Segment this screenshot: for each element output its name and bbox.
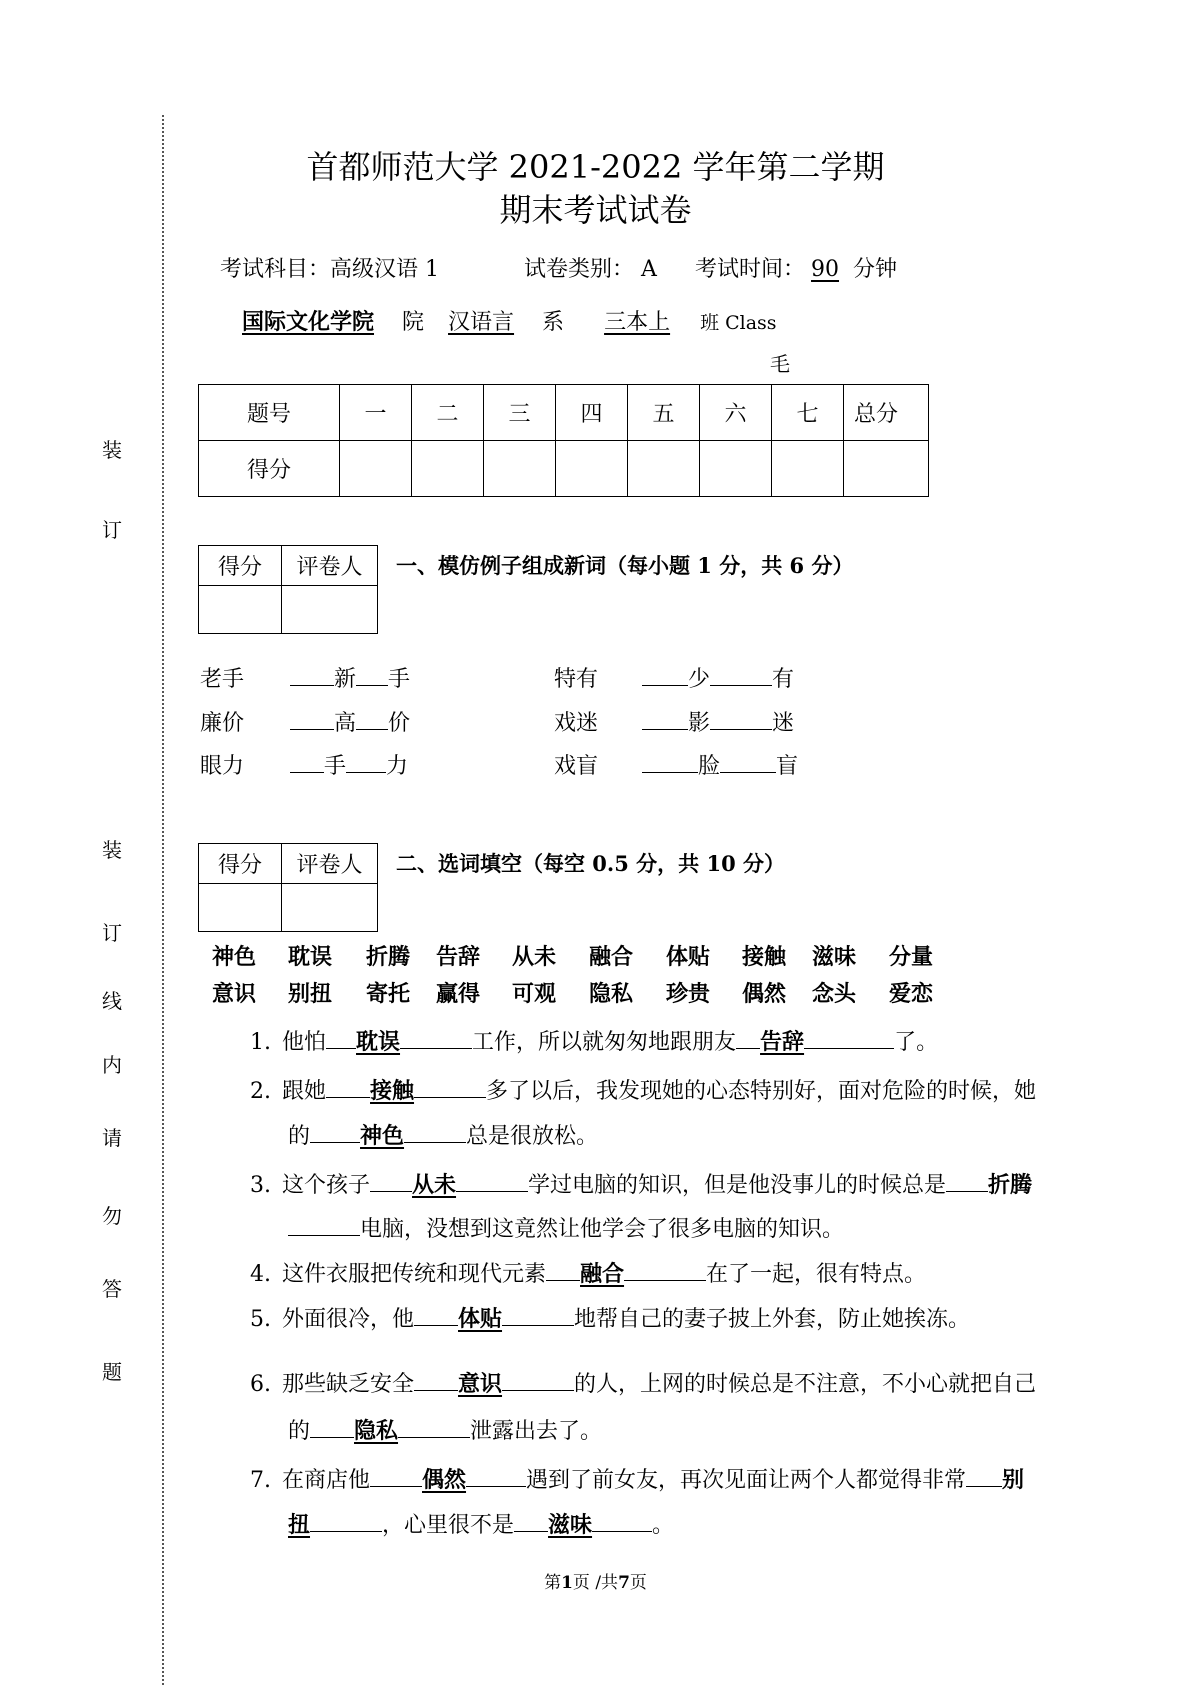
blank[interactable] [710, 663, 772, 686]
score-header-cell: 题号 [199, 385, 340, 441]
binding-char: 题 [102, 1360, 122, 1384]
exam-time-value: 90 [811, 257, 840, 282]
score-row-label: 得分 [199, 441, 340, 497]
paper-type: 试卷类别： A [524, 257, 657, 282]
word-bank-row [0, 977, 1191, 1007]
word-bank-item: 体贴 [666, 945, 711, 970]
given-char: 新 [334, 667, 357, 692]
filled-answer[interactable]: 告辞 [760, 1030, 805, 1055]
question-text: 的人，上网的时候总是不注意，不小心就把自己 [574, 1372, 1037, 1397]
question-text: 电脑，没想到这竟然让他学会了很多电脑的知识。 [360, 1217, 845, 1242]
score-cell[interactable] [844, 441, 929, 497]
question-7 [250, 1463, 1024, 1494]
question-5 [250, 1302, 970, 1333]
exam-subject: 考试科目：高级汉语 1 [220, 257, 439, 282]
word-bank-item: 从未 [512, 945, 557, 970]
word-bank-item: 隐私 [589, 982, 634, 1007]
binding-line [162, 115, 164, 1685]
question-text: 的 [288, 1124, 311, 1149]
question-text: 那些缺乏安全 [282, 1372, 415, 1397]
binding-char: 订 [102, 518, 122, 542]
filled-answer[interactable]: 意识 [458, 1372, 503, 1397]
exam-time [695, 252, 897, 283]
question-text: 在了一起，很有特点。 [706, 1262, 927, 1287]
blank[interactable] [370, 1169, 412, 1192]
word-bank-item: 偶然 [742, 982, 787, 1007]
filled-answer[interactable]: 别 [1002, 1468, 1025, 1493]
blank[interactable] [642, 707, 688, 730]
score-cell[interactable] [412, 441, 484, 497]
filled-answer[interactable]: 偶然 [422, 1468, 467, 1493]
blank[interactable] [710, 707, 772, 730]
example-word: 戏盲 [554, 754, 599, 779]
binding-char: 内 [102, 1053, 122, 1077]
college-suffix: 院 [402, 310, 425, 335]
blank[interactable] [414, 1368, 458, 1391]
blank[interactable] [414, 1303, 458, 1326]
blank[interactable] [414, 1075, 486, 1098]
blank[interactable] [946, 1169, 988, 1192]
grader-score-label: 得分 [199, 844, 282, 884]
question-text: 的 [288, 1419, 311, 1444]
word-bank-item: 告辞 [436, 945, 481, 970]
score-header-cell: 一 [340, 385, 412, 441]
word-pair [554, 662, 794, 693]
blank[interactable] [346, 750, 386, 773]
blank[interactable] [310, 1509, 382, 1532]
word-bank-item: 可观 [512, 982, 557, 1007]
score-header-cell: 七 [772, 385, 844, 441]
word-bank-row [0, 940, 1191, 970]
department-name: 汉语言 [448, 310, 515, 335]
score-cell[interactable] [340, 441, 412, 497]
word-bank-item: 滋味 [812, 945, 857, 970]
blank[interactable] [290, 750, 324, 773]
blank[interactable] [502, 1368, 574, 1391]
question-number: 7. [250, 1468, 271, 1493]
binding-char: 装 [102, 438, 122, 462]
blank[interactable] [736, 1026, 760, 1049]
question-text: 学过电脑的知识，但是他没事儿的时候总是 [528, 1173, 947, 1198]
blank[interactable] [642, 663, 688, 686]
grader-score-cell[interactable] [199, 884, 282, 932]
given-char: 手 [388, 667, 411, 692]
question-number: 1. [250, 1030, 271, 1055]
score-header-cell: 二 [412, 385, 484, 441]
given-char: 手 [324, 754, 347, 779]
word-bank-item: 寄托 [366, 982, 411, 1007]
filled-answer[interactable]: 扭 [288, 1513, 311, 1538]
blank[interactable] [466, 1464, 526, 1487]
word-bank-item: 念头 [812, 982, 857, 1007]
question-text: 了。 [894, 1030, 939, 1055]
given-char: 迷 [772, 711, 795, 736]
binding-char: 勿 [102, 1204, 122, 1228]
filled-answer[interactable]: 折腾 [988, 1173, 1033, 1198]
example-word: 特有 [554, 667, 599, 692]
exam-time-unit: 分钟 [853, 257, 898, 282]
word-bank-item: 耽误 [288, 945, 333, 970]
word-bank-item: 接触 [742, 945, 787, 970]
footer-text: 页 [629, 1573, 647, 1593]
question-text: 他怕 [282, 1030, 327, 1055]
question-7-cont [288, 1508, 674, 1539]
given-char: 少 [688, 667, 711, 692]
blank[interactable] [400, 1026, 472, 1049]
blank[interactable] [404, 1120, 466, 1143]
question-text: 工作，所以就匆匆地跟朋友 [472, 1030, 737, 1055]
blank[interactable] [326, 1026, 356, 1049]
exam-time-label: 考试时间： [695, 257, 806, 282]
question-text: 地帮自己的妻子披上外套，防止她挨冻。 [574, 1307, 971, 1332]
blank[interactable] [356, 707, 388, 730]
question-number: 4. [250, 1262, 271, 1287]
question-6 [250, 1367, 1036, 1398]
class-suffix: 班 Class [700, 312, 777, 334]
question-3 [250, 1168, 1032, 1199]
given-char: 高 [334, 711, 357, 736]
exam-title-line2: 期末考试试卷 [499, 191, 692, 229]
blank[interactable] [398, 1415, 470, 1438]
blank[interactable] [642, 750, 698, 773]
exam-title-line1: 首都师范大学 2021-2022 学年第二学期 [306, 148, 885, 186]
score-cell[interactable] [628, 441, 700, 497]
score-header-cell: 四 [556, 385, 628, 441]
grader-score-cell[interactable] [199, 586, 282, 634]
student-name: 毛 [770, 352, 790, 376]
word-bank-item: 分量 [889, 945, 934, 970]
filled-answer[interactable]: 滋味 [548, 1513, 593, 1538]
given-char: 脸 [698, 754, 721, 779]
score-header-cell: 总分 [844, 385, 929, 441]
question-text: 总是很放松。 [466, 1124, 599, 1149]
question-number: 3. [250, 1173, 271, 1198]
blank[interactable] [326, 1075, 370, 1098]
word-pair [200, 662, 410, 693]
question-text: 遇到了前女友，再次见面让两个人都觉得非常 [526, 1468, 967, 1493]
word-bank-item: 神色 [212, 945, 257, 970]
filled-answer[interactable]: 从未 [412, 1173, 457, 1198]
filled-answer[interactable]: 隐私 [354, 1419, 399, 1444]
question-6-cont [288, 1414, 602, 1445]
example-word: 老手 [200, 667, 245, 692]
filled-answer[interactable]: 接触 [370, 1079, 415, 1104]
college-line [212, 305, 777, 336]
grader-name-label: 评卷人 [282, 844, 378, 884]
given-char: 影 [688, 711, 711, 736]
question-text: 多了以后，我发现她的心态特别好，面对危险的时候，她 [486, 1079, 1037, 1104]
score-table [198, 384, 929, 497]
blank[interactable] [310, 1120, 360, 1143]
question-text: 外面很冷，他 [282, 1307, 415, 1332]
score-cell[interactable] [484, 441, 556, 497]
grader-box-1 [198, 545, 378, 634]
given-char: 价 [388, 711, 411, 736]
blank[interactable] [356, 663, 388, 686]
page-footer [0, 1568, 1191, 1593]
question-number: 2. [250, 1079, 271, 1104]
score-cell[interactable] [772, 441, 844, 497]
blank[interactable] [804, 1026, 894, 1049]
class-name: 三本上 [604, 310, 671, 335]
example-word: 戏迷 [554, 711, 599, 736]
score-header-cell: 六 [700, 385, 772, 441]
binding-char: 线 [102, 989, 122, 1013]
score-header-cell: 五 [628, 385, 700, 441]
blank[interactable] [592, 1509, 652, 1532]
score-header-cell: 三 [484, 385, 556, 441]
word-bank-item: 爱恋 [889, 982, 934, 1007]
filled-answer[interactable]: 融合 [580, 1262, 625, 1287]
question-text: 在商店他 [282, 1468, 371, 1493]
binding-char: 装 [102, 838, 122, 862]
given-char: 有 [772, 667, 795, 692]
word-bank-item: 折腾 [366, 945, 411, 970]
word-bank-item: 融合 [589, 945, 634, 970]
filled-answer[interactable]: 体贴 [458, 1307, 503, 1332]
grader-name-cell[interactable] [282, 884, 378, 932]
footer-text: 第 [544, 1573, 562, 1593]
blank[interactable] [310, 1415, 354, 1438]
blank[interactable] [290, 707, 334, 730]
blank[interactable] [514, 1509, 548, 1532]
question-4 [250, 1257, 926, 1288]
section1-title: 一、模仿例子组成新词（每小题 1 分，共 6 分） [396, 553, 854, 578]
question-text: 泄露出去了。 [470, 1419, 603, 1444]
example-word: 眼力 [200, 754, 245, 779]
page-total: 7 [618, 1573, 630, 1593]
blank[interactable] [720, 750, 776, 773]
word-pair [200, 706, 410, 737]
question-2 [250, 1074, 1036, 1105]
score-cell[interactable] [700, 441, 772, 497]
word-bank-item: 别扭 [288, 982, 333, 1007]
footer-text: 页 /共 [572, 1573, 619, 1593]
given-char: 力 [386, 754, 409, 779]
given-char: 盲 [776, 754, 799, 779]
blank[interactable] [502, 1303, 574, 1326]
word-bank-item: 赢得 [436, 982, 481, 1007]
question-3-cont [288, 1212, 844, 1243]
filled-answer[interactable]: 神色 [360, 1124, 405, 1149]
filled-answer[interactable]: 耽误 [356, 1030, 401, 1055]
grader-name-label: 评卷人 [282, 546, 378, 586]
score-cell[interactable] [556, 441, 628, 497]
question-text: 这件衣服把传统和现代元素 [282, 1262, 547, 1287]
grader-box-2 [198, 843, 378, 932]
question-1 [250, 1025, 938, 1056]
question-text: 跟她 [282, 1079, 327, 1104]
blank[interactable] [966, 1464, 1002, 1487]
blank[interactable] [624, 1258, 706, 1281]
question-number: 6. [250, 1372, 271, 1397]
question-text: 。 [652, 1513, 675, 1538]
word-bank-item: 珍贵 [666, 982, 711, 1007]
grader-name-cell[interactable] [282, 586, 378, 634]
word-pair [200, 749, 408, 780]
word-bank-item: 意识 [212, 982, 257, 1007]
binding-char: 答 [102, 1277, 122, 1301]
binding-char: 请 [102, 1126, 122, 1150]
word-pair [554, 706, 794, 737]
section2-title: 二、选词填空（每空 0.5 分，共 10 分） [396, 851, 786, 876]
blank[interactable] [456, 1169, 528, 1192]
binding-char: 订 [102, 921, 122, 945]
grader-score-label: 得分 [199, 546, 282, 586]
example-word: 廉价 [200, 711, 245, 736]
question-text: 这个孩子 [282, 1173, 371, 1198]
question-2-cont [288, 1119, 598, 1150]
department-suffix: 系 [542, 310, 565, 335]
blank[interactable] [370, 1464, 422, 1487]
blank[interactable] [288, 1213, 360, 1236]
page-number: 1 [561, 1573, 573, 1593]
blank[interactable] [290, 663, 334, 686]
question-text: ，心里很不是 [382, 1513, 515, 1538]
college-name: 国际文化学院 [242, 310, 375, 335]
blank[interactable] [546, 1258, 580, 1281]
question-number: 5. [250, 1307, 271, 1332]
word-pair [554, 749, 798, 780]
